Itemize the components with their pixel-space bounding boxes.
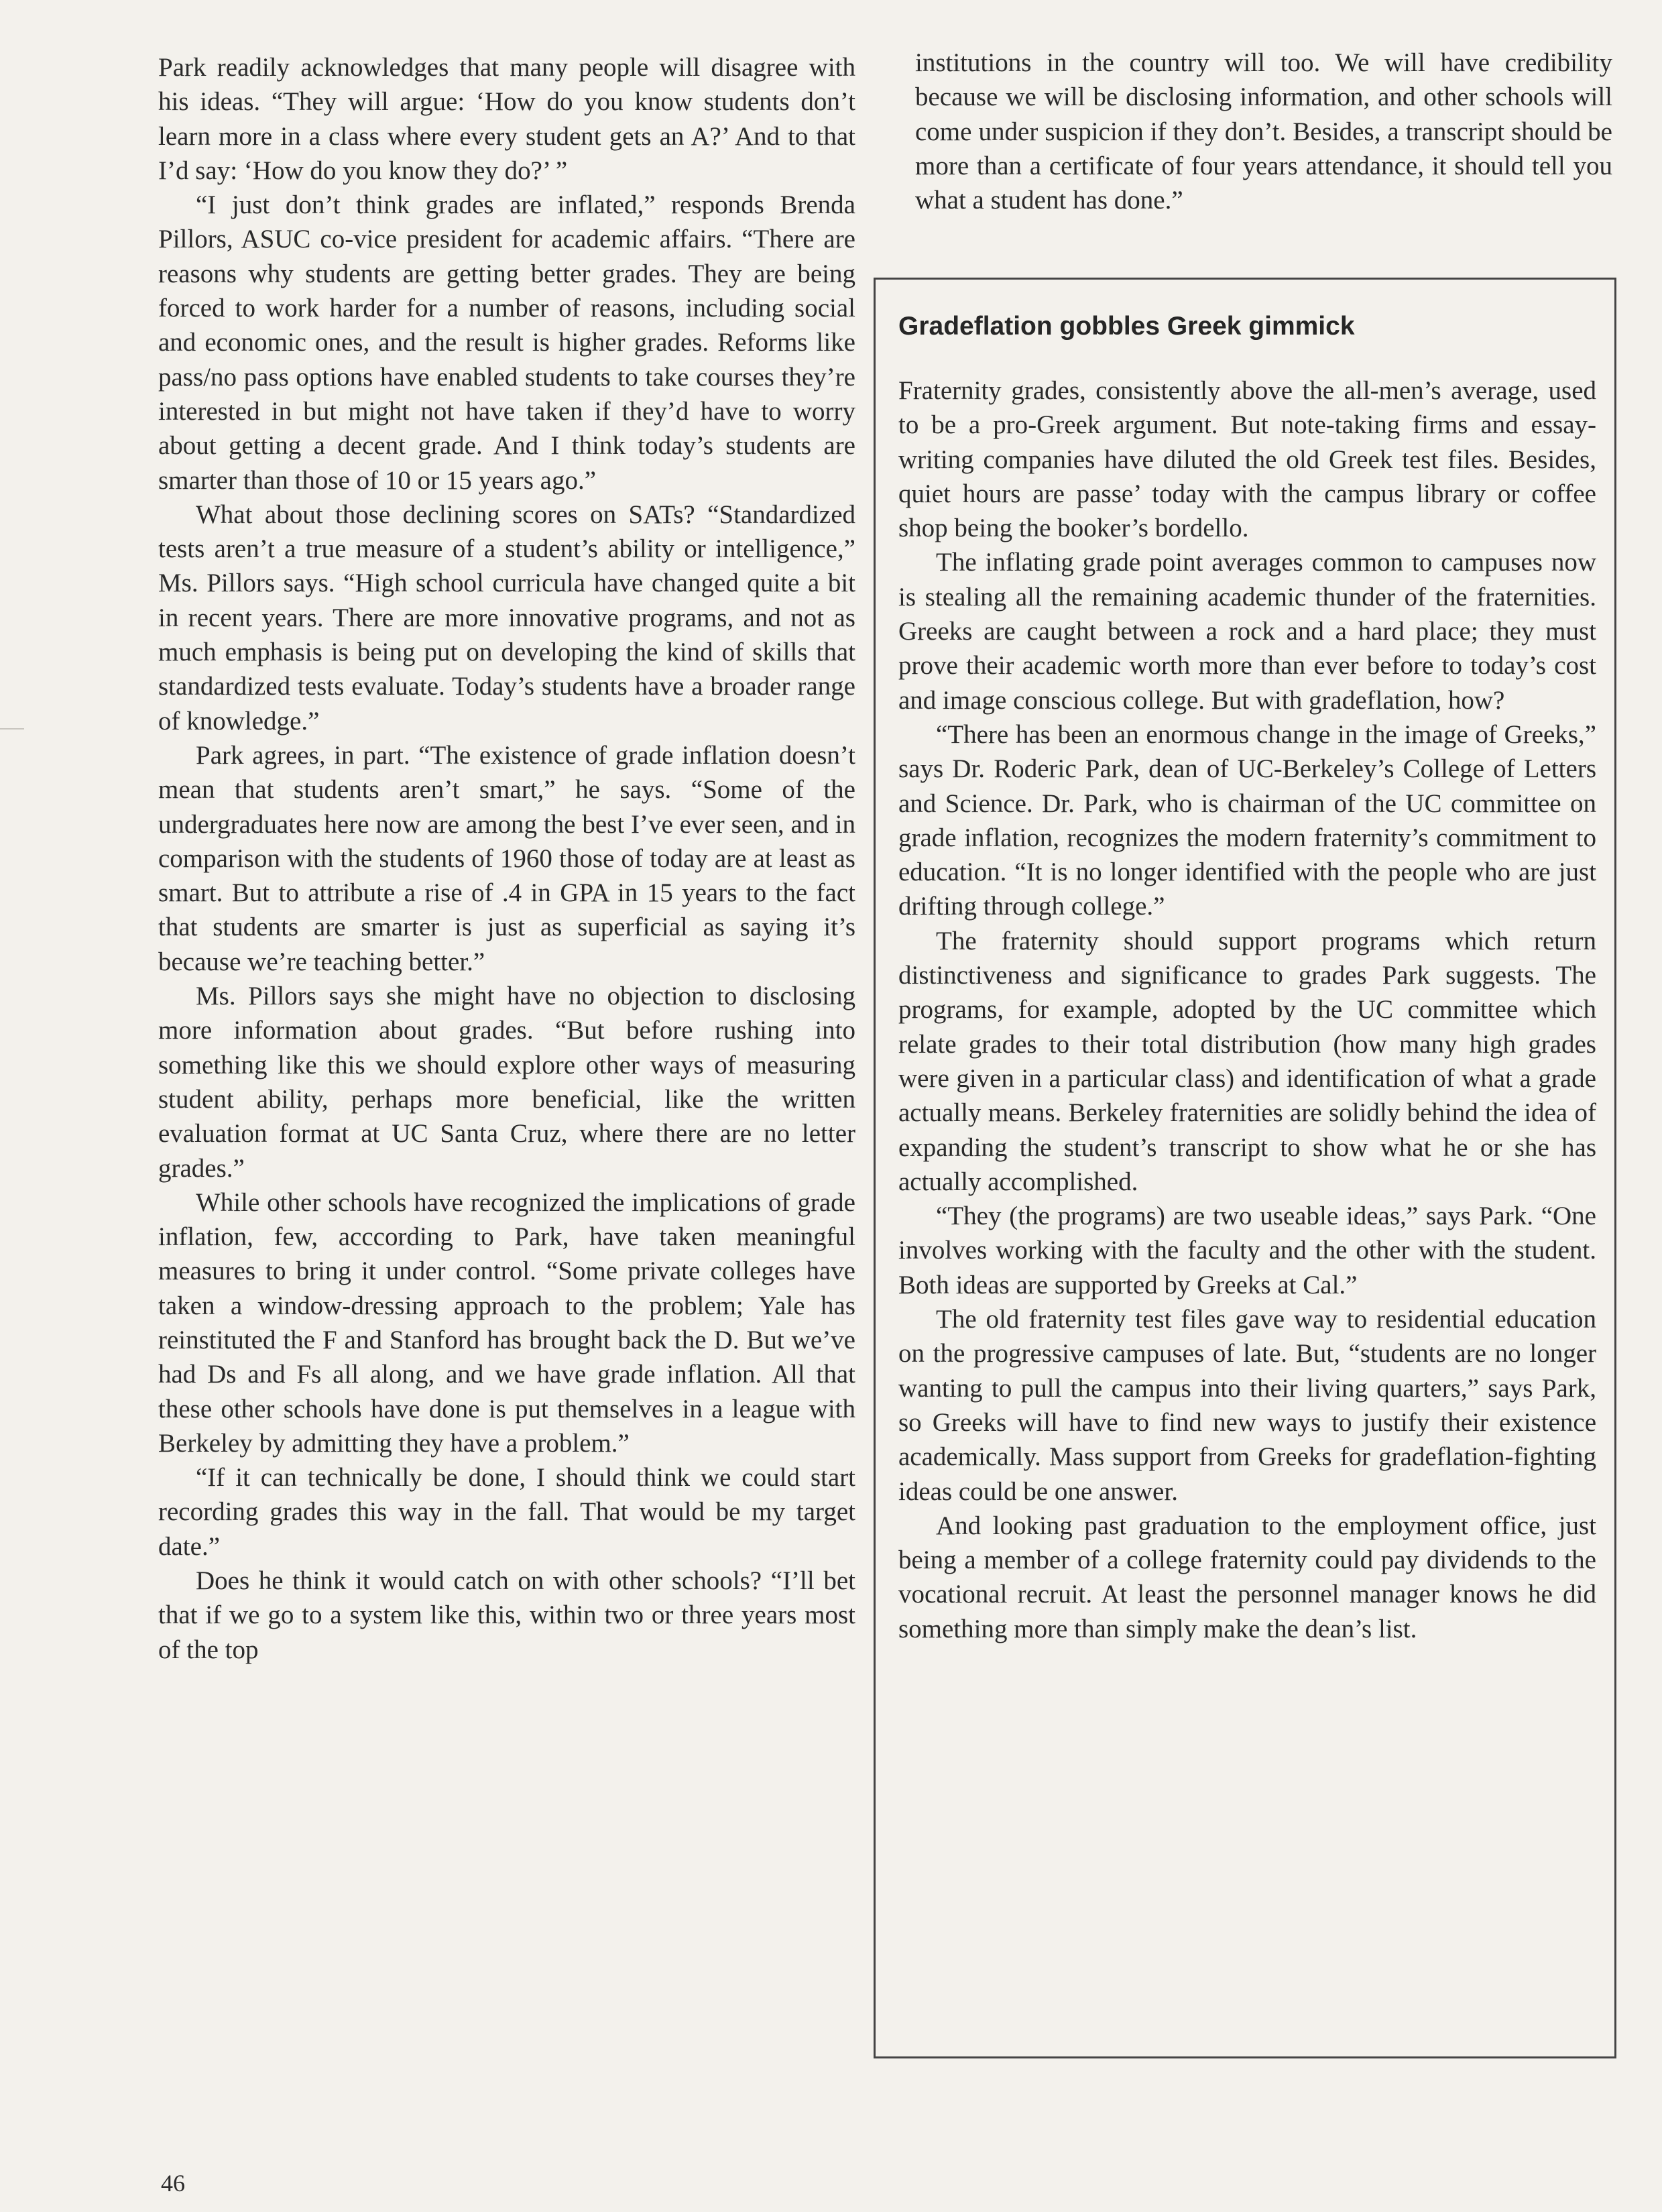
right-paragraph-continuation: institutions in the country will too. We will have credibility because we will be disclosing information, and other schools will come under suspicion if they don’t. Besides, a transcript should be more than a certificate of four years attendance, it should tell you what a student has done.” — [915, 48, 1612, 215]
sidebar-box — [874, 278, 1616, 2058]
left-paragraph-3: What about those declining scores on SATs? “Standardized tests aren’t a true measure of a student’s ability or intelligence,” Ms. Pillors says. “High school curricula have changed quite a bit in recent years. There are more innovative programs, and not as much emphasis is being put on developing the kind of skills that standardized tests evaluate. Today’s students have a broader range of knowledge.” — [158, 500, 855, 736]
left-paragraph-6: While other schools have recognized the implications of grade inflation, few, acccording to Park, have taken meaningful measures to bring it under control. “Some private colleges have taken a window-dressing approach to the problem; Yale has reinstituted the F and Stanford has brought back the D. But we’ve had Ds and Fs all along, and we have grade inflation. All that these other schools have done is put themselves in a league with Berkeley by admitting they have a problem.” — [158, 1187, 855, 1458]
margin-mark — [0, 728, 24, 730]
left-paragraph-4: Park agrees, in part. “The existence of grade inflation doesn’t mean that students aren’t smart,” he says. “Some of the undergraduates here now are among the best I’ve ever seen, and in comparison with the students of 1960 those of today are at least as smart. But to attribute a rise of .4 in GPA in 15 years to the fact that students are smarter is just as superficial as saying it’s because we’re teaching better.” — [158, 740, 855, 976]
sidebar-paragraph-3: “There has been an enormous change in the image of Greeks,” says Dr. Roderic Park, dean of UC-Berkeley’s College of Letters and Science. Dr. Park, who is chairman of the UC committee on grade inflation, recognizes the modern fraternity’s commitment to education. “It is no longer identified with the people who are just drifting through college.” — [898, 719, 1596, 921]
sidebar-paragraph-4: The fraternity should support programs which return distinctiveness and significance to grades Park suggests. The programs, for example, adopted by the UC committee which relate grades to their total distribution (how many high grades were given in a particular class) and identification of what a grade actually means. Berkeley fraternities are solidly behind the idea of expanding the student’s transcript to show what he or she has actually accomplished. — [898, 926, 1596, 1196]
right-column-top — [915, 46, 1612, 217]
left-paragraph-7: “If it can technically be done, I should think we could start recording grades this way in the fall. That would be my target date.” — [158, 1463, 855, 1561]
sidebar-paragraph-2: The inflating grade point averages common to campuses now is stealing all the remaining academic thunder of the fraternities. Greeks are caught between a rock and a hard place; they must prove their academic worth more than ever before to today’s cost and image conscious college. But with gradeflation, how? — [898, 548, 1596, 715]
sidebar-paragraph-5: “They (the programs) are two useable ideas,” says Park. “One involves working with the faculty and the other with the student. Both ideas are supported by Greeks at Cal.” — [898, 1202, 1596, 1299]
sidebar-paragraph-7: And looking past graduation to the employment office, just being a member of a college fraternity could pay dividends to the vocational recruit. At least the personnel manager knows he did something more than simply make the dean’s list. — [898, 1511, 1596, 1643]
left-paragraph-2: “I just don’t think grades are inflated,” responds Brenda Pillors, ASUC co-vice president for academic affairs. “There are reasons why students are getting better grades. They are being forced to work harder for a number of reasons, including social and economic ones, and the result is higher grades. Reforms like pass/no pass options have enabled students to take courses they’re interested in but might not have taken if they’d have to worry about getting a decent grade. And I think today’s students are smarter than those of 10 or 15 years ago.” — [158, 190, 855, 495]
left-paragraph-8: Does he think it would catch on with other schools? “I’ll bet that if we go to a system like this, within two or three years most of the top — [158, 1566, 855, 1664]
left-paragraph-1: Park readily acknowledges that many people will disagree with his ideas. “They will argue: ‘How do you know students don’t learn more in a class where every student gets an A?’ And to that I’d say: ‘How do you know they do?’ ” — [158, 53, 855, 185]
left-column — [158, 50, 855, 1667]
sidebar-paragraph-6: The old fraternity test files gave way to residential education on the progressive campuses of late. But, “students are no longer wanting to pull the campus into their living quarters,” says Park, so Greeks will have to find new ways to justify their existence academically. Mass support from Greeks for gradeflation-fighting ideas could be one answer. — [898, 1305, 1596, 1506]
left-paragraph-5: Ms. Pillors says she might have no objection to disclosing more information about grades. “But before rushing into something like this we should explore other ways of measuring student ability, perhaps more beneficial, like the written evaluation format at UC Santa Cruz, where there are no letter grades.” — [158, 982, 855, 1183]
sidebar-title: Gradeflation gobbles Greek gimmick — [898, 312, 1355, 341]
sidebar-paragraph-1: Fraternity grades, consistently above the all-men’s average, used to be a pro-Greek argument. But note-taking firms and essay-writing companies have diluted the old Greek test files. Besides, quiet hours are passe’ today with the campus library or coffee shop being the booker’s bordello. — [898, 376, 1596, 543]
page-number: 46 — [161, 2170, 185, 2197]
